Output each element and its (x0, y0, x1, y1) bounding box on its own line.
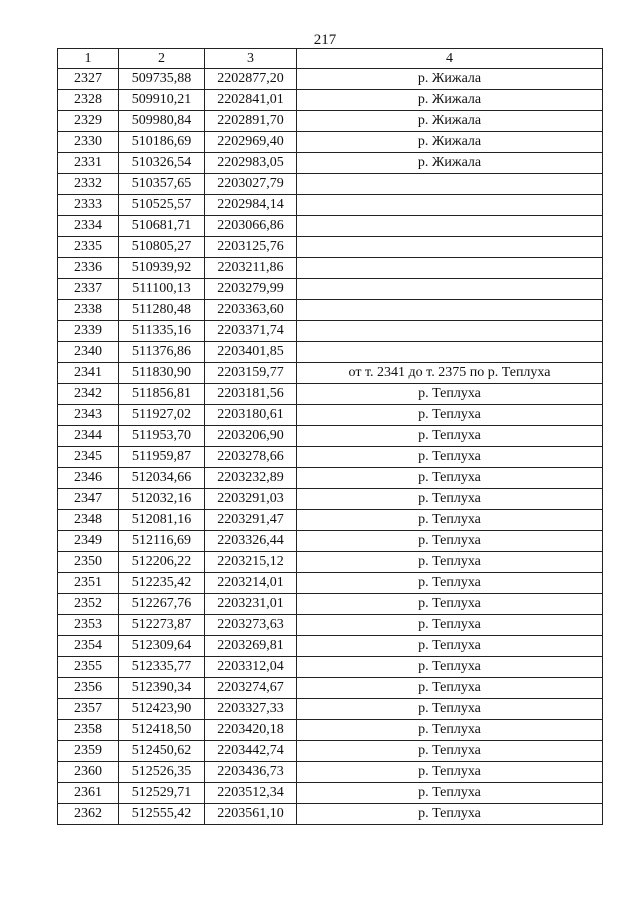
column-header-2: 2 (119, 49, 205, 69)
point-number-cell: 2351 (58, 573, 119, 594)
point-number-cell: 2357 (58, 699, 119, 720)
description-cell: р. Теплуха (297, 489, 603, 510)
table-row (58, 804, 603, 825)
description-cell: р. Теплуха (297, 657, 603, 678)
description-cell: р. Теплуха (297, 573, 603, 594)
y-coordinate-cell: 2203214,01 (205, 573, 297, 594)
description-cell: р. Теплуха (297, 426, 603, 447)
table-row (58, 594, 603, 615)
y-coordinate-cell: 2202841,01 (205, 90, 297, 111)
description-cell: р. Теплуха (297, 678, 603, 699)
table-row (58, 384, 603, 405)
x-coordinate-cell: 510805,27 (119, 237, 205, 258)
column-header-1: 1 (58, 49, 119, 69)
y-coordinate-cell: 2203231,01 (205, 594, 297, 615)
y-coordinate-cell: 2202969,40 (205, 132, 297, 153)
x-coordinate-cell: 511335,16 (119, 321, 205, 342)
description-cell (297, 174, 603, 195)
point-number-cell: 2346 (58, 468, 119, 489)
point-number-cell: 2333 (58, 195, 119, 216)
page-number: 217 (313, 32, 337, 48)
table-row (58, 636, 603, 657)
table-row (58, 195, 603, 216)
description-cell: р. Теплуха (297, 405, 603, 426)
point-number-cell: 2361 (58, 783, 119, 804)
table-row (58, 153, 603, 174)
point-number-cell: 2328 (58, 90, 119, 111)
description-cell: р. Теплуха (297, 636, 603, 657)
point-number-cell: 2342 (58, 384, 119, 405)
point-number-cell: 2362 (58, 804, 119, 825)
point-number-cell: 2334 (58, 216, 119, 237)
y-coordinate-cell: 2203125,76 (205, 237, 297, 258)
point-number-cell: 2360 (58, 762, 119, 783)
y-coordinate-cell: 2202983,05 (205, 153, 297, 174)
table-row (58, 342, 603, 363)
table-row (58, 426, 603, 447)
description-cell: р. Теплуха (297, 510, 603, 531)
description-cell (297, 279, 603, 300)
table-row (58, 678, 603, 699)
x-coordinate-cell: 511856,81 (119, 384, 205, 405)
description-cell: р. Жижала (297, 90, 603, 111)
description-cell: от т. 2341 до т. 2375 по р. Теплуха (297, 363, 603, 384)
table-row (58, 615, 603, 636)
table-row (58, 573, 603, 594)
point-number-cell: 2340 (58, 342, 119, 363)
description-cell: р. Теплуха (297, 699, 603, 720)
x-coordinate-cell: 512034,66 (119, 468, 205, 489)
x-coordinate-cell: 512235,42 (119, 573, 205, 594)
x-coordinate-cell: 512032,16 (119, 489, 205, 510)
description-cell: р. Теплуха (297, 615, 603, 636)
description-cell: р. Теплуха (297, 447, 603, 468)
point-number-cell: 2338 (58, 300, 119, 321)
x-coordinate-cell: 512423,90 (119, 699, 205, 720)
y-coordinate-cell: 2203215,12 (205, 552, 297, 573)
point-number-cell: 2332 (58, 174, 119, 195)
point-number-cell: 2339 (58, 321, 119, 342)
x-coordinate-cell: 512418,50 (119, 720, 205, 741)
point-number-cell: 2337 (58, 279, 119, 300)
table-row (58, 552, 603, 573)
table-header-row (58, 49, 603, 69)
x-coordinate-cell: 510326,54 (119, 153, 205, 174)
point-number-cell: 2350 (58, 552, 119, 573)
x-coordinate-cell: 511376,86 (119, 342, 205, 363)
y-coordinate-cell: 2203027,79 (205, 174, 297, 195)
description-cell: р. Жижала (297, 69, 603, 90)
table-row (58, 69, 603, 90)
description-cell: р. Теплуха (297, 594, 603, 615)
column-header-3: 3 (205, 49, 297, 69)
table-row (58, 720, 603, 741)
description-cell: р. Теплуха (297, 804, 603, 825)
x-coordinate-cell: 511280,48 (119, 300, 205, 321)
x-coordinate-cell: 512309,64 (119, 636, 205, 657)
x-coordinate-cell: 511927,02 (119, 405, 205, 426)
table-row (58, 300, 603, 321)
x-coordinate-cell: 510525,57 (119, 195, 205, 216)
x-coordinate-cell: 512529,71 (119, 783, 205, 804)
description-cell: р. Теплуха (297, 741, 603, 762)
x-coordinate-cell: 510186,69 (119, 132, 205, 153)
y-coordinate-cell: 2202877,20 (205, 69, 297, 90)
table-row (58, 510, 603, 531)
x-coordinate-cell: 512335,77 (119, 657, 205, 678)
y-coordinate-cell: 2203159,77 (205, 363, 297, 384)
y-coordinate-cell: 2203269,81 (205, 636, 297, 657)
point-number-cell: 2345 (58, 447, 119, 468)
y-coordinate-cell: 2203274,67 (205, 678, 297, 699)
point-number-cell: 2349 (58, 531, 119, 552)
point-number-cell: 2341 (58, 363, 119, 384)
description-cell (297, 216, 603, 237)
y-coordinate-cell: 2202891,70 (205, 111, 297, 132)
y-coordinate-cell: 2203066,86 (205, 216, 297, 237)
description-cell (297, 321, 603, 342)
description-cell: р. Теплуха (297, 783, 603, 804)
column-header-4: 4 (297, 49, 603, 69)
x-coordinate-cell: 512390,34 (119, 678, 205, 699)
description-cell (297, 300, 603, 321)
x-coordinate-cell: 509735,88 (119, 69, 205, 90)
table-row (58, 237, 603, 258)
description-cell: р. Теплуха (297, 468, 603, 489)
table-row (58, 783, 603, 804)
coordinates-table (57, 48, 603, 825)
x-coordinate-cell: 512081,16 (119, 510, 205, 531)
point-number-cell: 2329 (58, 111, 119, 132)
point-number-cell: 2359 (58, 741, 119, 762)
table-row (58, 489, 603, 510)
table-row (58, 90, 603, 111)
y-coordinate-cell: 2203278,66 (205, 447, 297, 468)
y-coordinate-cell: 2203512,34 (205, 783, 297, 804)
table-row (58, 762, 603, 783)
table-row (58, 321, 603, 342)
y-coordinate-cell: 2203291,03 (205, 489, 297, 510)
x-coordinate-cell: 510357,65 (119, 174, 205, 195)
point-number-cell: 2336 (58, 258, 119, 279)
point-number-cell: 2330 (58, 132, 119, 153)
y-coordinate-cell: 2203291,47 (205, 510, 297, 531)
table-row (58, 468, 603, 489)
x-coordinate-cell: 510681,71 (119, 216, 205, 237)
point-number-cell: 2355 (58, 657, 119, 678)
point-number-cell: 2335 (58, 237, 119, 258)
description-cell (297, 237, 603, 258)
table-row (58, 111, 603, 132)
table-row (58, 741, 603, 762)
description-cell: р. Жижала (297, 132, 603, 153)
point-number-cell: 2358 (58, 720, 119, 741)
table-row (58, 657, 603, 678)
x-coordinate-cell: 511830,90 (119, 363, 205, 384)
table-row (58, 447, 603, 468)
table-row (58, 405, 603, 426)
y-coordinate-cell: 2203232,89 (205, 468, 297, 489)
description-cell: р. Жижала (297, 111, 603, 132)
point-number-cell: 2327 (58, 69, 119, 90)
point-number-cell: 2344 (58, 426, 119, 447)
x-coordinate-cell: 512526,35 (119, 762, 205, 783)
point-number-cell: 2354 (58, 636, 119, 657)
x-coordinate-cell: 512206,22 (119, 552, 205, 573)
description-cell (297, 195, 603, 216)
x-coordinate-cell: 511953,70 (119, 426, 205, 447)
x-coordinate-cell: 512450,62 (119, 741, 205, 762)
table-row (58, 699, 603, 720)
x-coordinate-cell: 511100,13 (119, 279, 205, 300)
y-coordinate-cell: 2203436,73 (205, 762, 297, 783)
y-coordinate-cell: 2203279,99 (205, 279, 297, 300)
x-coordinate-cell: 511959,87 (119, 447, 205, 468)
description-cell: р. Теплуха (297, 720, 603, 741)
y-coordinate-cell: 2203312,04 (205, 657, 297, 678)
point-number-cell: 2352 (58, 594, 119, 615)
y-coordinate-cell: 2203273,63 (205, 615, 297, 636)
y-coordinate-cell: 2203363,60 (205, 300, 297, 321)
y-coordinate-cell: 2203211,86 (205, 258, 297, 279)
x-coordinate-cell: 512555,42 (119, 804, 205, 825)
description-cell: р. Теплуха (297, 552, 603, 573)
x-coordinate-cell: 509910,21 (119, 90, 205, 111)
y-coordinate-cell: 2203327,33 (205, 699, 297, 720)
y-coordinate-cell: 2203371,74 (205, 321, 297, 342)
description-cell: р. Жижала (297, 153, 603, 174)
description-cell: р. Теплуха (297, 384, 603, 405)
description-cell (297, 342, 603, 363)
x-coordinate-cell: 512267,76 (119, 594, 205, 615)
point-number-cell: 2348 (58, 510, 119, 531)
description-cell (297, 258, 603, 279)
point-number-cell: 2347 (58, 489, 119, 510)
table-row (58, 363, 603, 384)
x-coordinate-cell: 509980,84 (119, 111, 205, 132)
point-number-cell: 2353 (58, 615, 119, 636)
point-number-cell: 2343 (58, 405, 119, 426)
y-coordinate-cell: 2203206,90 (205, 426, 297, 447)
description-cell: р. Теплуха (297, 762, 603, 783)
table-row (58, 531, 603, 552)
table-row (58, 174, 603, 195)
y-coordinate-cell: 2203442,74 (205, 741, 297, 762)
point-number-cell: 2331 (58, 153, 119, 174)
y-coordinate-cell: 2203561,10 (205, 804, 297, 825)
table-row (58, 216, 603, 237)
y-coordinate-cell: 2202984,14 (205, 195, 297, 216)
x-coordinate-cell: 512273,87 (119, 615, 205, 636)
y-coordinate-cell: 2203420,18 (205, 720, 297, 741)
table-row (58, 279, 603, 300)
y-coordinate-cell: 2203326,44 (205, 531, 297, 552)
point-number-cell: 2356 (58, 678, 119, 699)
table-row (58, 132, 603, 153)
table-body (58, 69, 603, 825)
description-cell: р. Теплуха (297, 531, 603, 552)
y-coordinate-cell: 2203180,61 (205, 405, 297, 426)
table-row (58, 258, 603, 279)
y-coordinate-cell: 2203401,85 (205, 342, 297, 363)
x-coordinate-cell: 510939,92 (119, 258, 205, 279)
y-coordinate-cell: 2203181,56 (205, 384, 297, 405)
x-coordinate-cell: 512116,69 (119, 531, 205, 552)
